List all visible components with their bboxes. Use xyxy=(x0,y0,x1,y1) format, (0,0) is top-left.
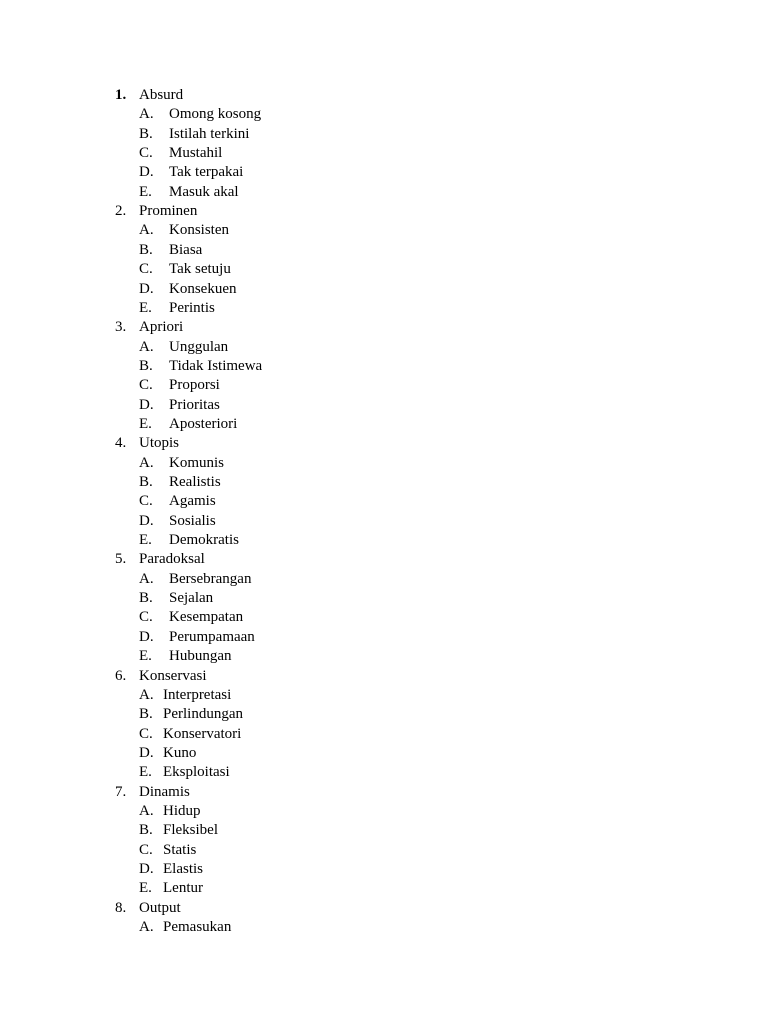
option-letter: B. xyxy=(139,590,153,607)
question-number: 6. xyxy=(115,667,127,684)
option-letter: E. xyxy=(139,183,152,200)
option-text: Sosialis xyxy=(169,512,216,529)
option-letter: C. xyxy=(139,609,153,626)
option-letter: E. xyxy=(139,648,152,665)
option-letter: A. xyxy=(139,686,154,703)
option-letter: B. xyxy=(139,474,153,490)
question-number: 3. xyxy=(115,319,127,336)
option-text: Masuk akal xyxy=(169,183,239,200)
option-text: Mustahil xyxy=(169,145,223,162)
option-text: Tak setuju xyxy=(169,261,231,278)
question-word: Absurd xyxy=(139,87,184,103)
option-text: Hubungan xyxy=(169,648,232,665)
question-number: 1. xyxy=(115,87,127,103)
option-text: Perintis xyxy=(169,299,215,316)
option-letter: C. xyxy=(139,377,153,394)
question-word: Output xyxy=(139,899,181,916)
question-number: 8. xyxy=(115,899,127,916)
option-letter: B. xyxy=(139,706,153,723)
question-word: Prominen xyxy=(139,203,198,220)
option-text: Hidup xyxy=(163,802,201,819)
option-text: Agamis xyxy=(169,493,216,510)
option-letter: D. xyxy=(139,512,154,529)
option-text: Kesempatan xyxy=(169,609,244,626)
question-number: 2. xyxy=(115,203,127,220)
option-letter: D. xyxy=(139,744,154,761)
option-text: Tidak Istimewa xyxy=(169,357,263,374)
option-text: Konservatori xyxy=(163,725,242,742)
option-letter: A. xyxy=(139,454,154,471)
option-letter: E. xyxy=(139,299,152,316)
question-word: Dinamis xyxy=(139,783,190,800)
option-letter: C. xyxy=(139,841,153,858)
option-letter: E. xyxy=(139,532,152,549)
option-text: Istilah terkini xyxy=(169,125,250,142)
option-text: Perlindungan xyxy=(163,706,243,723)
option-text: Statis xyxy=(163,841,197,858)
option-text: Unggulan xyxy=(169,338,229,355)
option-text: Komunis xyxy=(169,454,225,471)
option-letter: E. xyxy=(139,415,152,432)
question-number: 4. xyxy=(115,435,127,452)
option-letter: B. xyxy=(139,241,153,258)
option-letter: C. xyxy=(139,725,153,742)
option-text: Pemasukan xyxy=(163,919,232,936)
option-letter: A. xyxy=(139,338,154,355)
question-number: 7. xyxy=(115,783,127,800)
question-word: Paradoksal xyxy=(139,551,205,568)
option-text: Konsekuen xyxy=(169,280,237,297)
option-text: Realistis xyxy=(169,474,221,490)
question-word: Apriori xyxy=(139,319,184,336)
option-text: Prioritas xyxy=(169,396,220,413)
option-letter: A. xyxy=(139,802,154,819)
option-text: Elastis xyxy=(163,861,203,877)
option-text: Perumpamaan xyxy=(169,628,255,645)
option-letter: C. xyxy=(139,493,153,510)
option-letter: B. xyxy=(139,822,153,839)
question-word: Utopis xyxy=(139,435,180,452)
option-text: Sejalan xyxy=(169,590,214,607)
option-letter: A. xyxy=(139,919,154,936)
option-letter: C. xyxy=(139,261,153,278)
option-letter: E. xyxy=(139,764,152,781)
option-text: Fleksibel xyxy=(163,822,218,839)
option-letter: A. xyxy=(139,222,154,239)
option-letter: A. xyxy=(139,106,154,123)
option-text: Proporsi xyxy=(169,377,220,394)
option-text: Aposteriori xyxy=(169,415,238,432)
question-word: Konservasi xyxy=(139,667,207,684)
option-text: Tak terpakai xyxy=(169,164,244,181)
question-number: 5. xyxy=(115,551,127,568)
option-letter: D. xyxy=(139,861,154,877)
option-letter: D. xyxy=(139,164,154,181)
option-text: Lentur xyxy=(163,880,203,897)
option-text: Eksploitasi xyxy=(163,764,230,781)
option-letter: D. xyxy=(139,280,154,297)
option-letter: D. xyxy=(139,628,154,645)
option-letter: B. xyxy=(139,125,153,142)
option-text: Interpretasi xyxy=(163,686,232,703)
option-letter: C. xyxy=(139,145,153,162)
option-letter: A. xyxy=(139,570,154,587)
option-letter: E. xyxy=(139,880,152,897)
option-letter: B. xyxy=(139,357,153,374)
option-text: Demokratis xyxy=(169,532,239,549)
option-text: Biasa xyxy=(169,241,203,258)
option-text: Konsisten xyxy=(169,222,229,239)
option-text: Omong kosong xyxy=(169,106,262,123)
option-letter: D. xyxy=(139,396,154,413)
option-text: Kuno xyxy=(163,744,197,761)
option-text: Bersebrangan xyxy=(169,570,252,587)
